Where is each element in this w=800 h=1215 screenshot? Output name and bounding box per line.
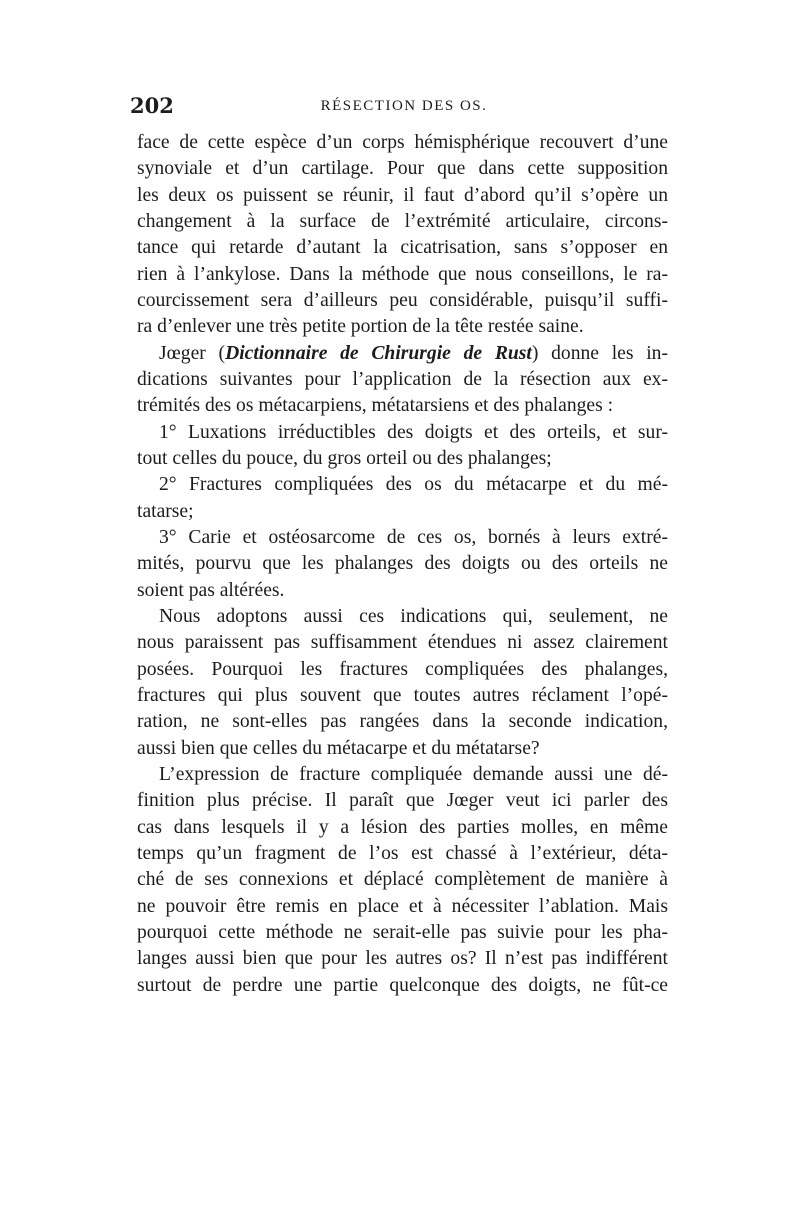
text-line: soient pas altérées. (137, 579, 285, 601)
text-line: ne pouvoir être remis en place et à nécessiter l’ablation. Mais (137, 895, 668, 917)
text-line: 1° Luxations irréductibles des doigts et des orteils, et sur- (159, 421, 668, 443)
text-line: dications suivantes pour l’application de la résection aux ex- (137, 368, 668, 390)
text-line: les deux os puissent se réunir, il faut d’abord qu’il s’opère un (137, 184, 668, 206)
text-line: cas dans lesquels il y a lésion des parties molles, en même (137, 816, 668, 838)
text-line: nous paraissent pas suffisamment étendues ni assez clairement (137, 632, 668, 654)
body-text (137, 130, 668, 999)
text-line: pourquoi cette méthode ne serait-elle pas suivie pour les pha- (137, 921, 668, 943)
text-line: ration, ne sont-elles pas rangées dans la seconde indication, (137, 711, 668, 733)
running-title: RÉSECTION DES OS. (320, 98, 488, 114)
text-line: finition plus précise. Il paraît que Jœger veut ici parler des (137, 790, 668, 812)
page-number: 202 (130, 93, 174, 118)
text-line: L’expression de fracture compliquée demande aussi une dé- (159, 763, 668, 785)
page-header (130, 92, 678, 128)
text-line: mités, pourvu que les phalanges des doigts ou des orteils ne (137, 553, 668, 575)
text-line: 2° Fractures compliquées des os du métacarpe et du mé- (159, 474, 668, 496)
text-line: tance qui retarde d’autant la cicatrisation, sans s’opposer en (137, 237, 668, 259)
text-line: fractures qui plus souvent que toutes autres réclament l’opé- (137, 684, 668, 706)
text-line: tatarse; (137, 500, 194, 522)
text-line: courcissement sera d’ailleurs peu considérable, puisqu’il suffi- (137, 289, 668, 311)
text-line: ra d’enlever une très petite portion de la tête restée saine. (137, 316, 584, 338)
text-line: langes aussi bien que pour les autres os? Il n’est pas indifférent (137, 948, 668, 970)
text-line: 3° Carie et ostéosarcome de ces os, bornés à leurs extré- (159, 526, 668, 548)
text-line: trémités des os métacarpiens, métatarsiens et des phalanges : (137, 395, 614, 417)
text-line: surtout de perdre une partie quelconque des doigts, ne fût-ce (137, 974, 668, 996)
citation-title: Dictionnaire de Chirurgie de Rust (225, 342, 532, 364)
text-line: face de cette espèce d’un corps hémisphérique recouvert d’une (137, 132, 668, 153)
citation-suffix: ) donne les in- (531, 342, 669, 364)
text-line: Nous adoptons aussi ces indications qui, seulement, ne (159, 605, 668, 627)
text-line: changement à la surface de l’extrémité articulaire, circons- (137, 210, 668, 232)
text-line: ché de ses connexions et déplacé complètement de manière à (137, 869, 668, 891)
text-line (137, 341, 668, 367)
text-line: synoviale et d’un cartilage. Pour que dans cette supposition (137, 158, 668, 180)
text-line: posées. Pourquoi les fractures compliquées des phalanges, (137, 658, 668, 680)
text-line: aussi bien que celles du métacarpe et du métatarse? (137, 737, 540, 759)
text-line: rien à l’ankylose. Dans la méthode que nous conseillons, le ra- (137, 263, 668, 285)
citation-prefix: Jœger ( (159, 342, 226, 364)
text-line: tout celles du pouce, du gros orteil ou des phalanges; (137, 447, 552, 469)
text-line: temps qu’un fragment de l’os est chassé à l’extérieur, déta- (137, 842, 668, 864)
